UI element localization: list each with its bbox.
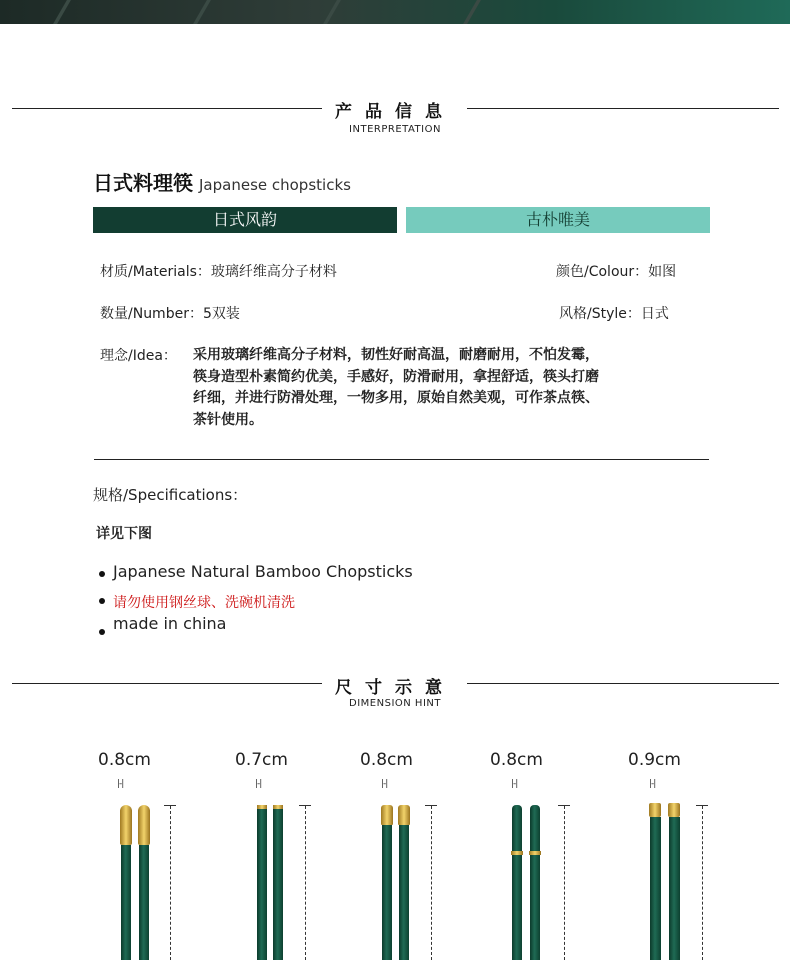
chopstick bbox=[273, 809, 283, 960]
width-label-1: 0.8cm bbox=[98, 750, 151, 770]
product-name-cn: 日式料理筷 bbox=[93, 171, 193, 195]
idea-line: 采用玻璃纤维高分子材料，韧性好耐高温，耐磨耐用，不怕发霉， bbox=[193, 347, 599, 363]
bullet-dot bbox=[99, 571, 105, 577]
idea-line: 茶针使用。 bbox=[193, 411, 263, 428]
chopstick bbox=[669, 817, 680, 960]
chopstick-pair-4 bbox=[508, 805, 548, 960]
chopstick bbox=[399, 825, 409, 960]
details-divider bbox=[94, 459, 709, 460]
bullet-dot bbox=[99, 598, 105, 604]
product-photo-strip bbox=[0, 0, 790, 24]
section-subtitle-product-info: INTERPRETATION bbox=[349, 124, 441, 135]
chopstick-pair-3 bbox=[378, 805, 418, 960]
width-label-3: 0.8cm bbox=[360, 750, 413, 770]
chopstick bbox=[530, 805, 540, 960]
style-tag-dark: 日式风韵 bbox=[93, 207, 397, 233]
chopstick bbox=[257, 809, 267, 960]
specs-label: 规格/Specifications： bbox=[93, 486, 248, 504]
gold-ring bbox=[529, 851, 541, 855]
specs-see-below: 详见下图 bbox=[96, 526, 152, 542]
width-label-2: 0.7cm bbox=[235, 750, 288, 770]
length-measure bbox=[431, 806, 433, 960]
width-mark: |-| bbox=[255, 779, 262, 789]
spec-bullet-origin: made in china bbox=[113, 614, 227, 633]
length-measure bbox=[305, 806, 307, 960]
length-measure bbox=[564, 806, 566, 960]
width-mark: |-| bbox=[381, 779, 388, 789]
width-label-5: 0.9cm bbox=[628, 750, 681, 770]
gold-head bbox=[381, 805, 393, 825]
gold-head bbox=[138, 805, 150, 845]
chopstick bbox=[139, 845, 149, 960]
gold-head bbox=[398, 805, 410, 825]
bullet-dot bbox=[99, 629, 105, 635]
colour-info: 颜色/Colour：如图 bbox=[556, 264, 677, 280]
idea-text bbox=[193, 345, 703, 431]
product-name-en: Japanese chopsticks bbox=[199, 176, 351, 194]
length-measure bbox=[170, 806, 172, 960]
number-info: 数量/Number：5双装 bbox=[100, 306, 240, 322]
idea-label: 理念/Idea： bbox=[100, 348, 177, 364]
chopstick bbox=[650, 817, 661, 960]
material-info: 材质/Materials：玻璃纤维高分子材料 bbox=[100, 264, 337, 280]
chopstick bbox=[512, 805, 522, 960]
width-label-4: 0.8cm bbox=[490, 750, 543, 770]
style-info: 风格/Style：日式 bbox=[559, 306, 669, 322]
width-mark: |-| bbox=[511, 779, 518, 789]
section-subtitle-dimension: DIMENSION HINT bbox=[349, 698, 441, 709]
idea-line: 筷身造型朴素简约优美，手感好，防滑耐用，拿捏舒适，筷头打磨 bbox=[193, 368, 599, 385]
chopstick-pair-2 bbox=[252, 805, 292, 960]
gold-crown bbox=[649, 803, 661, 817]
style-tag-light: 古朴唯美 bbox=[406, 207, 710, 233]
width-mark: |-| bbox=[649, 779, 656, 789]
product-name bbox=[93, 167, 351, 196]
gold-crown bbox=[668, 803, 680, 817]
spec-bullet-material: Japanese Natural Bamboo Chopsticks bbox=[113, 562, 413, 581]
gold-ring bbox=[511, 851, 523, 855]
idea-line: 纤细，并进行防滑处理，一物多用，原始自然美观，可作茶点筷、 bbox=[193, 390, 599, 406]
chopstick-pair-5 bbox=[646, 803, 690, 960]
chopstick bbox=[121, 845, 131, 960]
chopstick bbox=[382, 825, 392, 960]
chopstick-pair-1 bbox=[115, 805, 160, 960]
gold-head bbox=[120, 805, 132, 845]
spec-bullet-warning: 请勿使用钢丝球、洗碗机清洗 bbox=[113, 595, 295, 611]
section-title-product-info: 产品信息 bbox=[335, 102, 455, 122]
length-measure bbox=[702, 806, 704, 960]
width-mark: |-| bbox=[117, 779, 124, 789]
section-title-dimension: 尺寸示意 bbox=[335, 678, 455, 698]
